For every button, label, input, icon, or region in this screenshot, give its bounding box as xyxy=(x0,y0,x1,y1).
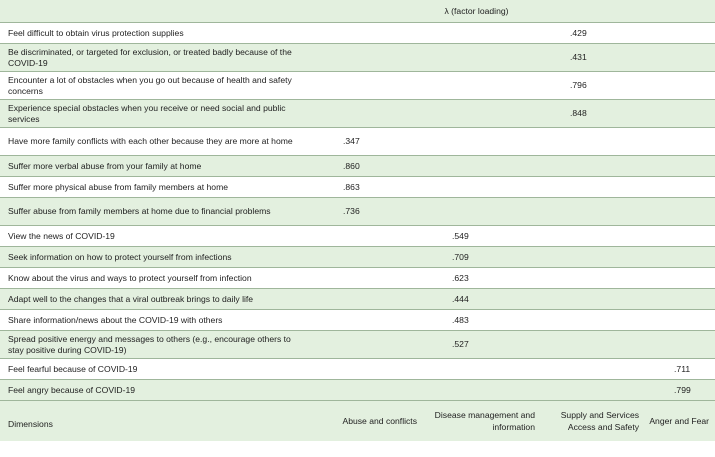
table-header-row xyxy=(0,0,715,23)
table-row xyxy=(0,128,715,156)
item-label: Suffer abuse from family members at home due to financial problems xyxy=(0,198,308,226)
loading-value: .860 xyxy=(308,156,423,177)
loading-value: .549 xyxy=(423,226,541,247)
dimension-abuse-conflicts: Abuse and conflicts xyxy=(308,401,423,442)
loading-value: .483 xyxy=(423,310,541,331)
loading-value: .429 xyxy=(541,23,645,44)
loading-value: .444 xyxy=(423,289,541,310)
item-label: Experience special obstacles when you receive or need social and public services xyxy=(0,100,308,128)
loading-value: .799 xyxy=(645,380,715,401)
item-label: Feel difficult to obtain virus protection supplies xyxy=(0,23,308,44)
table-row xyxy=(0,72,715,100)
dimension-disease-management: Disease management and information xyxy=(423,401,541,442)
item-label: Suffer more verbal abuse from your family at home xyxy=(0,156,308,177)
item-label: Spread positive energy and messages to others (e.g., encourage others to stay positive during COVID-19) xyxy=(0,331,308,359)
table-row xyxy=(0,331,715,359)
table-row xyxy=(0,44,715,72)
item-label: Know about the virus and ways to protect yourself from infection xyxy=(0,268,308,289)
loading-value: .431 xyxy=(541,44,645,72)
dimension-supply-services: Supply and Services Access and Safety xyxy=(541,401,645,442)
item-label: Feel fearful because of COVID-19 xyxy=(0,359,308,380)
item-label: Feel angry because of COVID-19 xyxy=(0,380,308,401)
table-row xyxy=(0,156,715,177)
dimensions-label: Dimensions xyxy=(0,401,308,442)
item-label: Have more family conflicts with each other because they are more at home xyxy=(0,128,308,156)
table-row xyxy=(0,247,715,268)
table-row xyxy=(0,268,715,289)
dimensions-row xyxy=(0,401,715,442)
loading-value: .347 xyxy=(308,128,423,156)
item-label: Adapt well to the changes that a viral outbreak brings to daily life xyxy=(0,289,308,310)
table-row xyxy=(0,100,715,128)
loading-value: .848 xyxy=(541,100,645,128)
loading-value: .796 xyxy=(541,72,645,100)
table-row xyxy=(0,359,715,380)
loading-value: .736 xyxy=(308,198,423,226)
item-label: Be discriminated, or targeted for exclusion, or treated badly because of the COVID-19 xyxy=(0,44,308,72)
loading-value: .863 xyxy=(308,177,423,198)
table-row xyxy=(0,226,715,247)
lambda-header: λ (factor loading) xyxy=(308,0,645,23)
loading-value: .527 xyxy=(423,331,541,359)
table-row xyxy=(0,198,715,226)
item-label: Encounter a lot of obstacles when you go out because of health and safety concerns xyxy=(0,72,308,100)
table-row xyxy=(0,289,715,310)
item-label: Seek information on how to protect yourself from infections xyxy=(0,247,308,268)
table-row xyxy=(0,310,715,331)
item-label: View the news of COVID-19 xyxy=(0,226,308,247)
table-row xyxy=(0,23,715,44)
dimension-anger-fear: Anger and Fear xyxy=(645,401,715,442)
item-label: Suffer more physical abuse from family members at home xyxy=(0,177,308,198)
table-row xyxy=(0,177,715,198)
loading-value: .711 xyxy=(645,359,715,380)
table-row xyxy=(0,380,715,401)
item-label: Share information/news about the COVID-19 with others xyxy=(0,310,308,331)
loading-value: .709 xyxy=(423,247,541,268)
loading-value: .623 xyxy=(423,268,541,289)
